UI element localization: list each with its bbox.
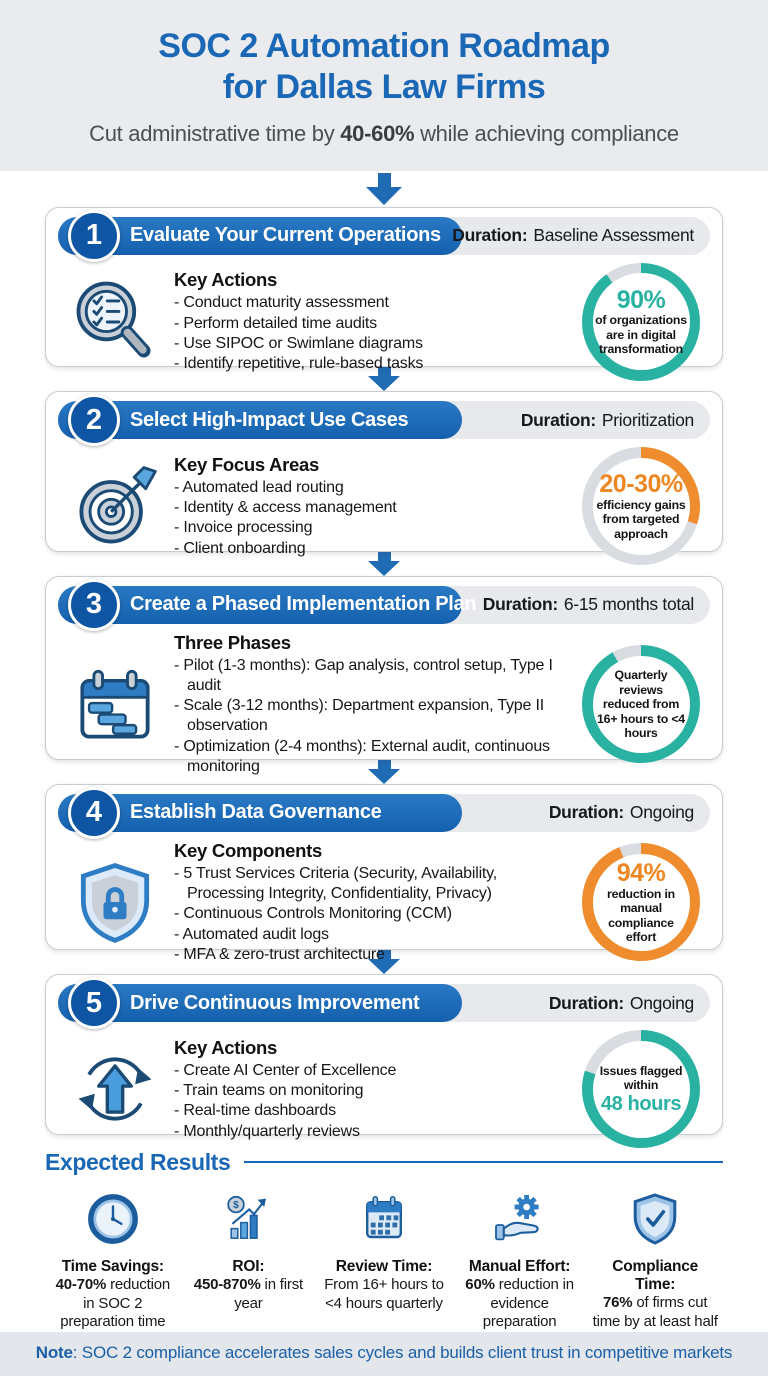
clock-icon	[49, 1188, 177, 1250]
duration-label: Duration:	[482, 594, 558, 614]
result-desc-rest: reduction in evidence preparation	[482, 1275, 574, 1331]
step-4-title: Establish Data Governance	[130, 801, 382, 824]
duration-label: Duration:	[548, 802, 624, 823]
expected-results-heading: Expected Results	[45, 1148, 231, 1175]
result-desc	[185, 1276, 313, 1314]
result-desc-bold: 450-870%	[193, 1275, 261, 1293]
result-desc	[49, 1276, 177, 1332]
stat-value: 90%	[616, 286, 666, 314]
shield-check-icon	[591, 1188, 719, 1250]
stat-ring	[582, 1030, 700, 1148]
list-item: - Monthly/quarterly reviews	[174, 1122, 360, 1140]
list-item: - Identity & access management	[174, 498, 397, 516]
step-5-section-heading: Key Actions	[174, 1036, 277, 1058]
step-card-3	[45, 576, 723, 776]
step-1-duration	[452, 217, 694, 255]
step-card-5	[45, 974, 723, 1140]
list-item: - Identify repetitive, rule-based tasks	[174, 355, 424, 373]
result-item-manual-effort	[452, 1188, 588, 1332]
result-item-time-savings	[45, 1188, 181, 1332]
list-item: - Perform detailed time audits	[174, 314, 377, 332]
subtitle-highlight: 40-60%	[340, 120, 415, 146]
step-2-title: Select High-Impact Use Cases	[130, 408, 409, 431]
result-item-compliance-time	[587, 1188, 723, 1332]
step-3-stat-badge	[574, 645, 708, 763]
target-icon	[56, 458, 174, 554]
duration-value: Baseline Assessment	[533, 225, 694, 246]
list-item: - Automated lead routing	[174, 478, 344, 496]
step-2-header	[58, 401, 710, 439]
step-2-duration	[521, 401, 694, 439]
list-item: - Create AI Center of Excellence	[174, 1061, 397, 1079]
page-title-line2: for Dallas Law Firms	[222, 68, 546, 107]
result-item-review-time	[316, 1188, 452, 1332]
calendar-grid-icon	[320, 1188, 448, 1250]
step-1-header	[58, 217, 710, 255]
list-item: - Pilot (1-3 months): Gap analysis, control setup, Type I audit	[174, 656, 553, 694]
page-subtitle	[20, 121, 748, 147]
step-card-4	[45, 784, 723, 963]
duration-value: Ongoing	[629, 992, 694, 1013]
duration-value: 6-15 months total	[563, 594, 694, 614]
stat-text: of organizations are in digital transformation	[595, 313, 687, 357]
step-5-title: Drive Continuous Improvement	[130, 991, 420, 1014]
result-desc	[591, 1294, 719, 1332]
step-3-number-badge: 3	[68, 579, 120, 631]
stat-text: Issues flagged within	[599, 1063, 683, 1093]
result-label: Compliance Time:	[612, 1257, 699, 1293]
stat-ring	[582, 263, 700, 381]
svg-text:$: $	[233, 1199, 240, 1211]
duration-value: Ongoing	[629, 802, 694, 823]
result-desc-rest: of firms cut time by at least half	[592, 1293, 718, 1330]
arrow-down-icon	[366, 173, 402, 205]
duration-value: Prioritization	[601, 409, 694, 430]
list-item: - Scale (3-12 months): Department expansion, Type II observation	[174, 697, 544, 735]
stat-text: efficiency gains from targeted approach	[596, 497, 686, 541]
result-label: Time Savings:	[61, 1257, 164, 1275]
result-desc-bold: 40-70%	[55, 1275, 107, 1293]
duration-label: Duration:	[520, 409, 596, 430]
step-1-number-badge: 1	[68, 210, 120, 262]
step-5-stat-badge	[574, 1030, 708, 1148]
result-desc-bold: 60%	[465, 1275, 495, 1293]
step-card-2	[45, 391, 723, 557]
step-4-section-heading: Key Components	[174, 839, 322, 861]
list-item: - MFA & zero-trust architecture	[174, 945, 385, 963]
step-4-number-badge: 4	[68, 787, 120, 839]
step-4-duration	[549, 794, 694, 832]
step-5-duration	[549, 984, 694, 1022]
shield-lock-icon	[56, 854, 174, 950]
step-1-title: Evaluate Your Current Operations	[130, 224, 441, 247]
step-5-number-badge: 5	[68, 977, 120, 1029]
result-desc-bold: 76%	[602, 1293, 633, 1311]
stat-ring	[582, 645, 700, 763]
list-item: - Use SIPOC or Swimlane diagrams	[174, 334, 423, 352]
gear-hand-icon	[456, 1188, 584, 1250]
arrow-connector	[0, 171, 768, 207]
step-3-duration	[483, 586, 694, 624]
stat-text: reduction in manual compliance effort	[607, 886, 675, 945]
stat-bottom-value: 48 hours	[600, 1092, 682, 1115]
page-title	[20, 26, 748, 109]
step-4-stat-badge	[574, 843, 708, 961]
footer-note-band	[0, 1332, 768, 1376]
list-item: - 5 Trust Services Criteria (Security, Availability, Processing Integrity, Confidentiality, Privacy)	[174, 864, 498, 902]
list-item: - Train teams on monitoring	[174, 1082, 364, 1100]
result-item-roi	[181, 1188, 317, 1332]
list-item: - Conduct maturity assessment	[174, 294, 389, 312]
page-title-line1: SOC 2 Automation Roadmap	[158, 27, 610, 65]
result-label: ROI:	[232, 1257, 265, 1275]
list-item: - Optimization (2-4 months): External audit, continuous monitoring	[174, 737, 550, 776]
stat-text: Quarterly reviews reduced from 16+ hours to <4 hours	[597, 668, 685, 741]
magnifier-checklist-icon	[56, 274, 174, 370]
step-3-header	[58, 586, 710, 624]
stat-value: 20-30%	[599, 470, 683, 499]
step-1-section-heading: Key Actions	[174, 269, 277, 291]
list-item: - Automated audit logs	[174, 925, 329, 943]
cycle-up-arrow-icon	[56, 1041, 174, 1137]
roi-chart-icon	[185, 1188, 313, 1250]
result-desc	[320, 1276, 448, 1314]
stat-ring	[582, 447, 700, 565]
calendar-gantt-icon	[56, 656, 174, 752]
footer-note	[20, 1343, 748, 1363]
step-2-number-badge: 2	[68, 394, 120, 446]
step-4-header	[58, 794, 710, 832]
list-item: - Continuous Controls Monitoring (CCM)	[174, 905, 452, 923]
result-label: Manual Effort:	[468, 1257, 571, 1275]
note-label: Note	[35, 1343, 73, 1362]
list-item: - Client onboarding	[174, 539, 306, 557]
step-3-section-heading: Three Phases	[174, 631, 291, 653]
header-band	[0, 0, 768, 171]
step-2-section-heading: Key Focus Areas	[174, 453, 319, 475]
step-card-1	[45, 207, 723, 373]
note-text: : SOC 2 compliance accelerates sales cycles and builds client trust in competitive markets	[72, 1343, 733, 1362]
list-item: - Invoice processing	[174, 519, 313, 537]
result-label: Review Time:	[335, 1257, 433, 1275]
subtitle-suffix: while achieving compliance	[414, 120, 679, 146]
step-3-title: Create a Phased Implementation Plan	[130, 593, 477, 615]
stat-value: 94%	[616, 859, 666, 888]
result-desc-rest: in first year	[234, 1275, 303, 1312]
subtitle-prefix: Cut administrative time by	[89, 120, 341, 146]
result-desc-rest: reduction in SOC 2 preparation time	[60, 1275, 170, 1331]
list-item: - Real-time dashboards	[174, 1102, 336, 1120]
stat-ring	[582, 843, 700, 961]
duration-label: Duration:	[452, 225, 528, 246]
step-2-stat-badge	[574, 447, 708, 565]
duration-label: Duration:	[548, 992, 624, 1013]
expected-results-section	[45, 1149, 723, 1332]
step-1-stat-badge	[574, 263, 708, 381]
result-desc	[456, 1276, 584, 1332]
result-desc-rest: From 16+ hours to <4 hours quarterly	[324, 1275, 444, 1312]
step-5-header	[58, 984, 710, 1022]
heading-rule	[244, 1161, 723, 1163]
